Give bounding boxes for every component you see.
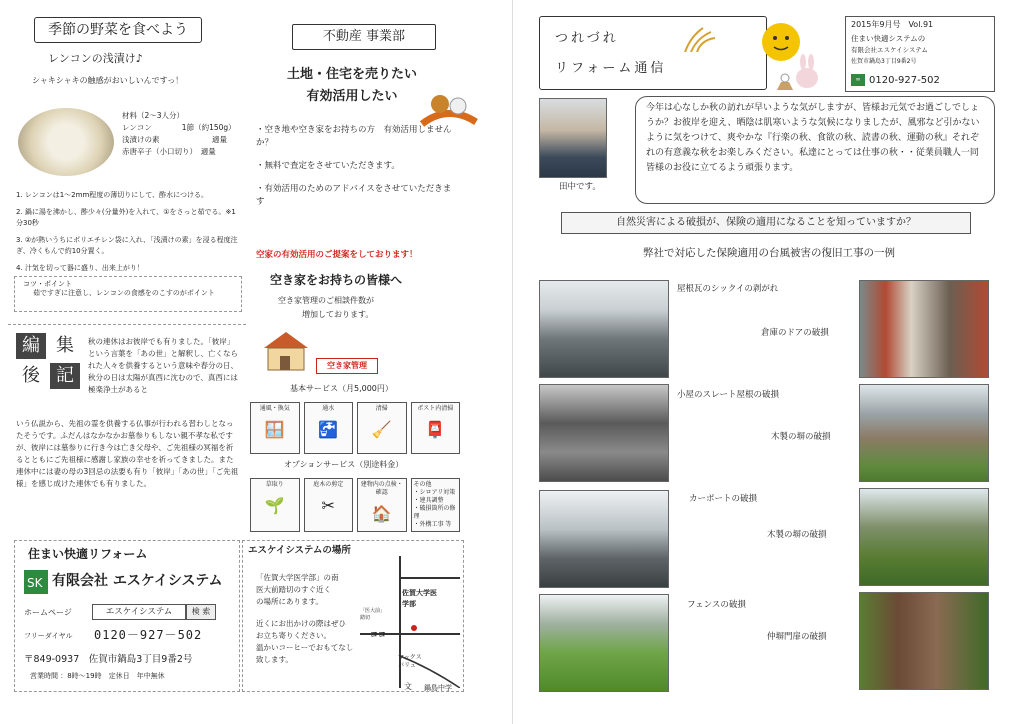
realestate-mgmt-2: 増加しております。 (302, 310, 374, 319)
rabbit-dango-icon (775, 52, 825, 92)
editor-text-2: いう仏説から、先祖の霊を供養する仏事が行われる習わしとなったそうです。ふだんはなかなかお墓参りもしない親不孝な私ですが、彼岸には墓参りに行き今は亡き父母や、ご先祖様の冥福を祈るとともにご先祖様に感謝し家族の幸せを祈ってきました。また連休中には妻の母の3回忌の法要も有り「彼岸」「あの世」「ご先祖様」を感じ成けた連休でも有りました。 (16, 419, 239, 488)
case-photo-wooden-fence-2 (859, 488, 989, 586)
issue-line-3: 佐賀市鍋島3丁目9番2号 (851, 58, 917, 65)
case-photo-gate (859, 592, 989, 690)
homepage-search-input[interactable]: エスケイシステム (92, 604, 186, 620)
search-button[interactable]: 検 索 (186, 604, 216, 620)
map-description (256, 572, 364, 666)
basic-service-item: 通水 🚰 (304, 402, 354, 454)
veg-step: 4. 汁気を切って器に盛り、出来上がり！ (16, 264, 144, 272)
realestate-title: 不動産 事業部 (292, 24, 436, 50)
veg-step: 3. ②が熱いうちにポリエチレン袋に入れ、「浅漬けの素」を浸る程度注ぎ、冷くもんで約10分置く。 (16, 236, 238, 255)
realestate-bullet: ・ 空き地や空き家をお持ちの方 有効活用しませんか？ (256, 124, 456, 150)
case-photo-fence (539, 594, 669, 692)
case-label-left: 屋根瓦のシックイの剥がれ (677, 284, 779, 294)
veg-description: シャキシャキの触感がおいしいんですっ！ (32, 76, 184, 85)
lotus-dish-photo (18, 108, 114, 176)
map-label-here: ココ (370, 630, 386, 639)
editor-char: 記 (50, 363, 80, 389)
basic-service-item: 清掃 🧹 (357, 402, 407, 454)
veg-tip-text: 茹ですぎに注意し、レンコンの食感をのこすのがポイント (33, 289, 215, 298)
realestate-bullet: ・ 無料で査定をさせていただきます。 (256, 160, 456, 173)
right-page (512, 0, 1024, 724)
map-text-line: 致します。 (256, 655, 293, 664)
option-service-item: 草取り 🌱 (250, 478, 300, 532)
company-address: 〒849-0937 佐賀市鍋島3丁目9番2号 (24, 654, 193, 665)
issue-number: 2015年9月号 Vol.91 (851, 20, 934, 29)
freedial-icon: ∞ (851, 74, 865, 86)
realestate-mgmt-1: 空き家管理のご相談件数が (278, 296, 374, 305)
issue-phone: 0120-927-502 (869, 75, 940, 86)
veg-steps (16, 190, 240, 274)
map-label-maxvalu: マックスバリュ (398, 654, 422, 670)
ingredient-line: 材料（2～3人分） (122, 111, 185, 120)
case-label-right: 仲塀門扉の破損 (767, 632, 827, 642)
basic-service-item: 通風・換気 🪟 (250, 402, 300, 454)
veg-tip-title: コツ・ポイント (23, 280, 72, 288)
homepage-label: ホームページ (24, 608, 72, 617)
map-text-line: 医大前踏切のすぐ近く (256, 585, 331, 594)
veg-tip-box (14, 276, 242, 312)
divider (8, 324, 246, 325)
company-name: 有限会社 エスケイシステム (52, 573, 223, 589)
case-label-left: フェンスの破損 (687, 600, 746, 610)
company-hours: 営業時間 ：8時～19時 定休日 年中無休 (30, 672, 165, 680)
map-text-line: 「佐賀大学医学部」の南 (256, 573, 339, 582)
greeting-bubble: 今年は心なしか秋の訪れが早いような気がしますが、皆様お元気でお過ごしでしょうか？お彼岸を迎え、晒陰は肌寒いような気候になりましたが、風邪など引かないように気をつけて、爽やかな『行楽の秋、食欲の秋、読書の秋、運動の秋』それぞれの有意義な秋をお楽しみください。私達にとっては仕事の秋・・従業員職人一同皆様のお役に立てるよう頑張ります。 (635, 96, 995, 204)
realestate-bullets (256, 124, 456, 209)
president-caption: 田中です。 (559, 182, 601, 192)
editor-char: 編 (16, 333, 46, 359)
newsletter-title-2: リフォーム通信 (555, 61, 667, 76)
map-text-line: の場所にあります。 (256, 597, 323, 606)
option-service-icons (250, 478, 460, 532)
realestate-headline-1: 土地・住宅を売りたい (286, 67, 417, 82)
map-school-icon: 文 (404, 682, 412, 691)
freedial-label: フリーダイヤル (24, 632, 73, 640)
editor-char: 後 (22, 365, 40, 386)
veg-dish-name: レンコンの浅漬け♪ (48, 52, 143, 65)
option-service-label: オプションサービス（別途料金） (284, 460, 404, 469)
map-text-line: お立ち寄りください。 (256, 631, 331, 640)
realestate-headline-2: 有効活用したい (306, 89, 398, 104)
map-label-crossing: 「医大前」踏切 (360, 608, 386, 621)
editor-text-1: 秋の連休はお彼岸でも有りました。「彼岸」という言葉を「あの世」と解釈し、亡くなられた人々を供養するという意味や春分の日、秋分の日は太陽が真西に沈むので、真西には極楽浄土があると (88, 337, 238, 394)
realestate-bullet: ・ 有効活用のためのアドバイスをさせていただきます (256, 183, 456, 209)
case-photo-slate-roof (539, 384, 669, 482)
option-service-item: 建物内の点検・確認 🏠 (357, 478, 407, 532)
issue-line-1: 住まい快適システムの (851, 34, 926, 43)
map-text-line: 近くにお出かけの際はぜひ (256, 619, 346, 628)
veg-ingredients (122, 110, 242, 158)
veg-title: 季節の野菜を食べよう (34, 17, 202, 43)
case-label-left: カーポートの破損 (689, 494, 758, 504)
insurance-question: 自然災害による破損が、保険の適用になることを知っていますか？ (561, 212, 971, 234)
realestate-red-line: 空家の有効活用のご提案をしております！ (256, 250, 418, 260)
ingredient-line: レンコン 1節（約150g） (122, 123, 236, 132)
akiya-kanri-badge: 空き家管理 (316, 358, 378, 374)
left-page (0, 0, 500, 724)
veg-step: 1. レンコンは1～2mm程度の薄切りにして、酢水につける。 (16, 191, 208, 199)
map-label-univ: 佐賀大学医学部 (402, 589, 437, 608)
case-label-right: 木製の塀の破損 (767, 530, 827, 540)
map-title: エスケイシステムの場所 (248, 545, 351, 556)
case-photo-carport (539, 490, 669, 588)
case-label-right: 木製の塀の破損 (771, 432, 831, 442)
editor-heading (16, 333, 86, 389)
option-service-item: 庭木の剪定 ✂ (304, 478, 354, 532)
case-photo-roof-tile (539, 280, 669, 378)
ingredient-line: 赤唐辛子（小口切り） 適量 (122, 147, 216, 156)
susuki-grass-icon (677, 26, 717, 52)
house-illustration (258, 326, 314, 376)
basic-service-label: 基本サービス（月5,000円） (290, 384, 393, 393)
case-label-right: 倉庫のドアの破損 (761, 328, 829, 338)
realestate-owners: 空き家をお持ちの皆様へ (270, 273, 403, 287)
company-tagline: 住まい快適リフォーム (28, 547, 148, 561)
editor-char: 集 (56, 335, 74, 356)
basic-service-item: ポスト内清掃 📮 (411, 402, 461, 454)
freedial-number: 0120－927－502 (94, 628, 203, 642)
case-photo-wooden-fence (859, 384, 989, 482)
case-photo-storage-door (859, 280, 989, 378)
basic-service-icons (250, 402, 460, 454)
issue-line-2: 有限会社エスケイシステム (851, 46, 928, 54)
option-service-item: その他 ・シロアリ対策 ・建具調整 ・破損箇所の修理 ・外構工事 等 (411, 478, 461, 532)
map-text-line: 温かいコーヒーでおもてなし (256, 643, 354, 652)
newsletter-title-box (539, 16, 767, 90)
svg-text:SK: SK (27, 576, 43, 590)
president-photo (539, 98, 607, 178)
newsletter-title-1: つれづれ (555, 31, 619, 46)
map-label-school: 鍋島中学 (424, 684, 452, 692)
case-subtitle: 弊社で対応した保険適用の台風被害の復旧工事の一例 (643, 247, 895, 259)
sk-logo-icon (24, 570, 48, 594)
case-label-left: 小屋のスレート屋根の破損 (677, 390, 780, 400)
ingredient-line: 浅漬けの素 適量 (122, 135, 227, 144)
veg-step: 2. 鍋に湯を沸かし、酢少々(分量外)を入れて、①をさっと茹でる。※1分30秒 (16, 208, 236, 227)
